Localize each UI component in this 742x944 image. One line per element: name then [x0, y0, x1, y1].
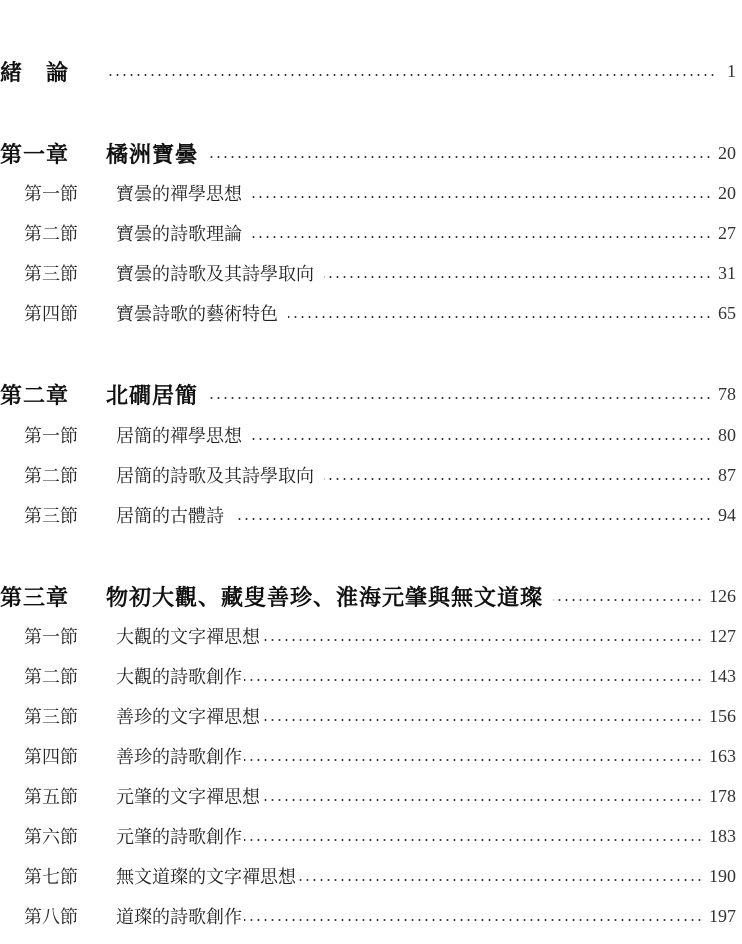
section-title: 居簡的古體詩 — [116, 506, 224, 527]
page-number: 126 — [709, 585, 736, 606]
section-number: 第六節 — [24, 827, 78, 848]
section-title: 元肇的文字禪思想 — [116, 787, 260, 808]
chapter-number: 第二章 — [0, 383, 70, 409]
toc-entry-section[interactable] — [0, 899, 742, 933]
toc-entry-chapter-3[interactable] — [0, 579, 742, 613]
dot-leader — [288, 316, 712, 318]
section-number: 第七節 — [24, 867, 78, 888]
section-number: 第三節 — [24, 506, 78, 527]
page-number: 78 — [718, 383, 736, 404]
page-number: 190 — [709, 865, 736, 886]
section-number: 第一節 — [24, 627, 78, 648]
toc-entry-section[interactable] — [0, 859, 742, 893]
toc-entry-chapter-1[interactable] — [0, 136, 742, 170]
entry-title: 緒 論 — [0, 60, 70, 86]
toc-entry-section[interactable] — [0, 256, 742, 290]
dot-leader — [244, 839, 703, 841]
page-number: 20 — [718, 182, 736, 203]
page-number: 1 — [727, 60, 736, 81]
section-number: 第四節 — [24, 304, 78, 325]
dot-leader — [244, 759, 703, 761]
toc-entry-section[interactable] — [0, 458, 742, 492]
section-title: 寶曇詩歌的藝術特色 — [116, 304, 278, 325]
toc-entry-section[interactable] — [0, 498, 742, 532]
page-number: 94 — [718, 504, 736, 525]
section-number: 第三節 — [24, 707, 78, 728]
section-number: 第二節 — [24, 466, 78, 487]
dot-leader — [244, 679, 703, 681]
section-title: 善珍的文字禪思想 — [116, 707, 260, 728]
toc-entry-introduction[interactable] — [0, 54, 742, 88]
dot-leader — [262, 719, 703, 721]
chapter-title: 物初大觀、藏叟善珍、淮海元肇與無文道璨 — [106, 585, 544, 611]
section-number: 第一節 — [24, 426, 78, 447]
dot-leader — [106, 74, 716, 76]
section-title: 居簡的禪學思想 — [116, 426, 242, 447]
section-title: 居簡的詩歌及其詩學取向 — [116, 466, 314, 487]
section-number: 第一節 — [24, 184, 78, 205]
toc-entry-section[interactable] — [0, 418, 742, 452]
page-number: 80 — [718, 424, 736, 445]
toc-entry-section[interactable] — [0, 216, 742, 250]
chapter-number: 第三章 — [0, 585, 70, 611]
dot-leader — [208, 397, 712, 399]
page-number: 143 — [709, 665, 736, 686]
section-number: 第二節 — [24, 224, 78, 245]
section-number: 第四節 — [24, 747, 78, 768]
dot-leader — [298, 879, 703, 881]
section-title: 寶曇的禪學思想 — [116, 184, 242, 205]
toc-entry-section[interactable] — [0, 176, 742, 210]
toc-entry-section[interactable] — [0, 739, 742, 773]
page-number: 31 — [718, 262, 736, 283]
page-number: 87 — [718, 464, 736, 485]
section-number: 第八節 — [24, 907, 78, 928]
page-number: 127 — [709, 625, 736, 646]
section-number: 第三節 — [24, 264, 78, 285]
dot-leader — [208, 156, 712, 158]
dot-leader — [252, 196, 712, 198]
section-title: 大觀的詩歌創作 — [116, 667, 242, 688]
dot-leader — [244, 919, 703, 921]
chapter-title: 橘洲寶曇 — [106, 142, 199, 168]
page-number: 178 — [709, 785, 736, 806]
page-number: 65 — [718, 302, 736, 323]
dot-leader — [324, 478, 712, 480]
page-number: 197 — [709, 905, 736, 926]
section-title: 寶曇的詩歌及其詩學取向 — [116, 264, 314, 285]
toc-entry-chapter-2[interactable] — [0, 377, 742, 411]
section-title: 大觀的文字禪思想 — [116, 627, 260, 648]
section-title: 寶曇的詩歌理論 — [116, 224, 242, 245]
page-number: 20 — [718, 142, 736, 163]
chapter-number: 第一章 — [0, 142, 70, 168]
page-number: 163 — [709, 745, 736, 766]
dot-leader — [324, 276, 712, 278]
dot-leader — [553, 599, 703, 601]
dot-leader — [252, 236, 712, 238]
section-number: 第二節 — [24, 667, 78, 688]
toc-entry-section[interactable] — [0, 779, 742, 813]
chapter-title: 北磵居簡 — [106, 383, 199, 409]
section-title: 道璨的詩歌創作 — [116, 907, 242, 928]
section-title: 無文道璨的文字禪思想 — [116, 867, 296, 888]
section-title: 善珍的詩歌創作 — [116, 747, 242, 768]
toc-entry-section[interactable] — [0, 619, 742, 653]
dot-leader — [262, 799, 703, 801]
toc-entry-section[interactable] — [0, 296, 742, 330]
dot-leader — [234, 518, 712, 520]
dot-leader — [252, 438, 712, 440]
section-title: 元肇的詩歌創作 — [116, 827, 242, 848]
toc-entry-section[interactable] — [0, 819, 742, 853]
section-number: 第五節 — [24, 787, 78, 808]
page-number: 156 — [709, 705, 736, 726]
toc-entry-section[interactable] — [0, 659, 742, 693]
page-number: 27 — [718, 222, 736, 243]
toc-entry-section[interactable] — [0, 699, 742, 733]
dot-leader — [262, 639, 703, 641]
page-number: 183 — [709, 825, 736, 846]
